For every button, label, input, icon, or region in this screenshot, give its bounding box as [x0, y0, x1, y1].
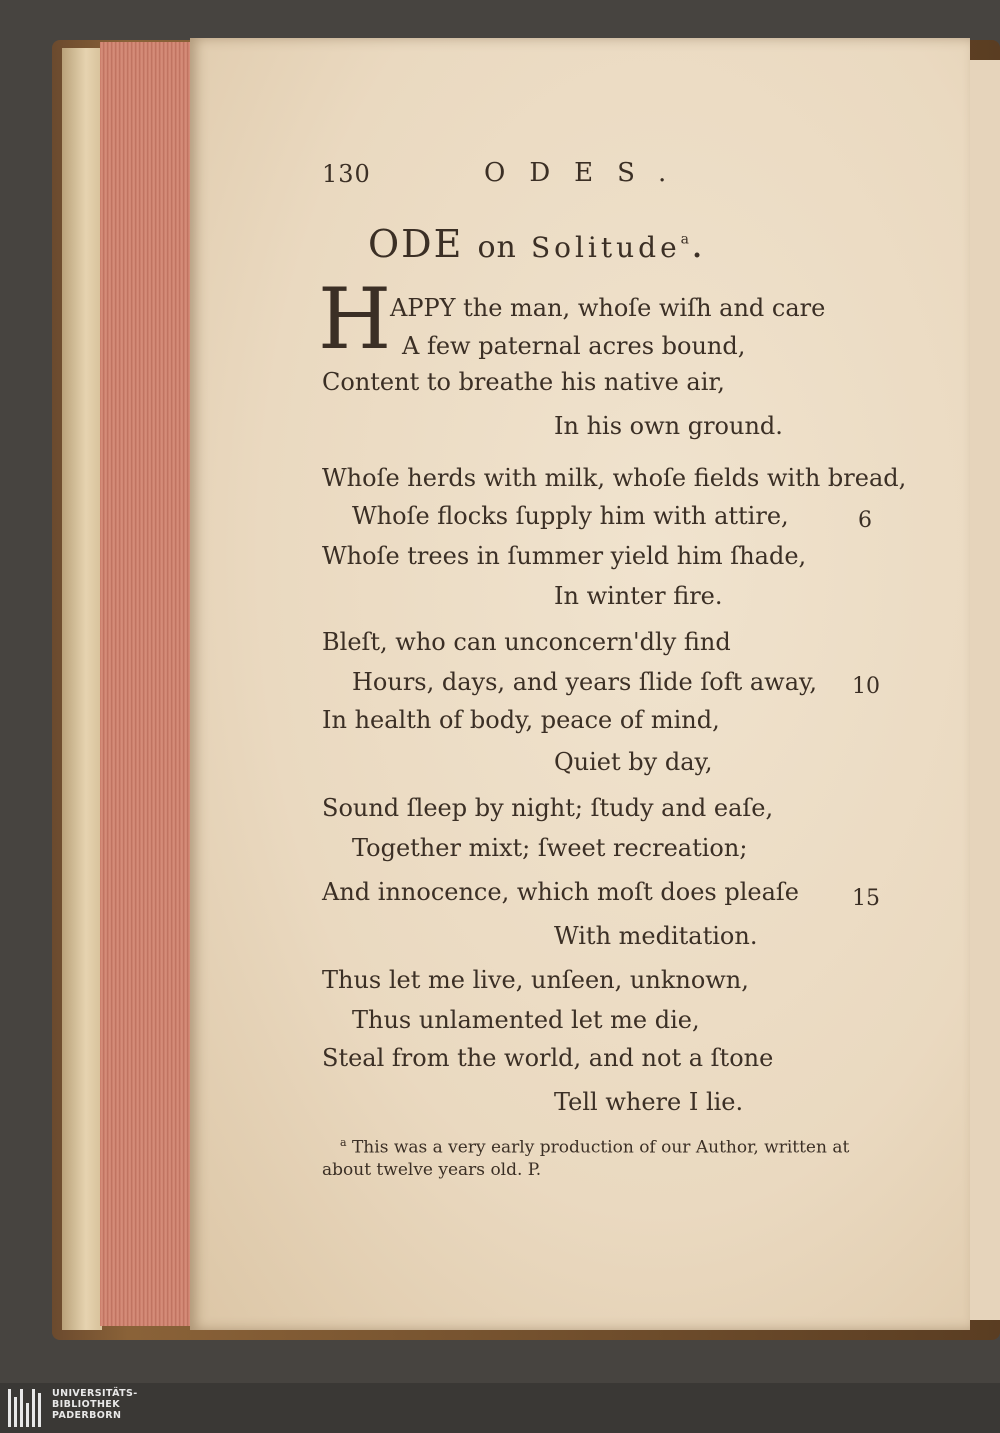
- poem-title-ode: ODE: [368, 222, 464, 266]
- poem-line: And innocence, which moſt does pleaſe: [322, 878, 799, 906]
- poem-line: Whoſe trees in ſummer yield him ſhade,: [322, 542, 807, 570]
- poem-line: Content to breathe his native air,: [322, 368, 725, 396]
- running-head: ODES.: [484, 158, 691, 188]
- poem-line: Bleſt, who can unconcern'dly find: [322, 628, 731, 656]
- line-number: 6: [858, 508, 872, 533]
- footnote-mark: a: [340, 1136, 347, 1149]
- library-footer: [0, 1383, 1000, 1433]
- footnote: [322, 1132, 882, 1181]
- poem-line: Together mixt; ſweet recreation;: [352, 834, 748, 862]
- library-logo-icon: [8, 1389, 44, 1427]
- poem-title-name: Solitude: [530, 231, 681, 264]
- library-logo-line-2: BIBLIOTHEK: [52, 1399, 120, 1410]
- poem-title: [368, 222, 705, 266]
- poem-line: Whoſe flocks ſupply him with attire,: [352, 502, 789, 530]
- line-number: 15: [852, 886, 880, 911]
- library-logo-text: [52, 1388, 138, 1421]
- poem-line: Whoſe herds with milk, whoſe fields with bread,: [322, 464, 907, 492]
- poem-line: Quiet by day,: [554, 748, 713, 776]
- footnote-text-1: This was a very early production of our Author, written at: [351, 1137, 850, 1158]
- line-number: 10: [852, 674, 880, 699]
- page-edges: [100, 42, 192, 1326]
- poem-line: In winter fire.: [554, 582, 723, 610]
- poem-line: Sound ſleep by night; ſtudy and eaſe,: [322, 794, 774, 822]
- library-logo-line-1: UNIVERSITÄTS-: [52, 1388, 138, 1399]
- poem-line: In health of body, peace of mind,: [322, 706, 720, 734]
- page-number: 130: [322, 160, 371, 188]
- library-logo-line-3: PADERBORN: [52, 1410, 122, 1421]
- poem-line: Thus let me live, unſeen, unknown,: [322, 966, 749, 994]
- poem-line: Hours, days, and years ſlide ſoft away,: [352, 668, 818, 696]
- poem-line: With meditation.: [554, 922, 758, 950]
- poem-title-footnote-mark: a: [680, 231, 692, 248]
- drop-cap: H: [318, 270, 392, 368]
- book-spine-edge: [62, 48, 102, 1330]
- poem-line: A few paternal acres bound,: [402, 332, 746, 360]
- poem-title-on: on: [477, 230, 517, 265]
- facing-page-edge: [968, 60, 1000, 1320]
- footnote-line-1: [322, 1132, 882, 1159]
- poem-line: Thus unlamented let me die,: [352, 1006, 700, 1034]
- poem-title-end: .: [691, 222, 706, 266]
- poem-line: Tell where I lie.: [554, 1088, 744, 1116]
- poem-line-1: APPY the man, whoſe wiſh and care: [390, 294, 826, 322]
- footnote-line-2: about twelve years old. P.: [322, 1159, 542, 1180]
- poem-line: In his own ground.: [554, 412, 783, 440]
- poem-line: Steal from the world, and not a ſtone: [322, 1044, 774, 1072]
